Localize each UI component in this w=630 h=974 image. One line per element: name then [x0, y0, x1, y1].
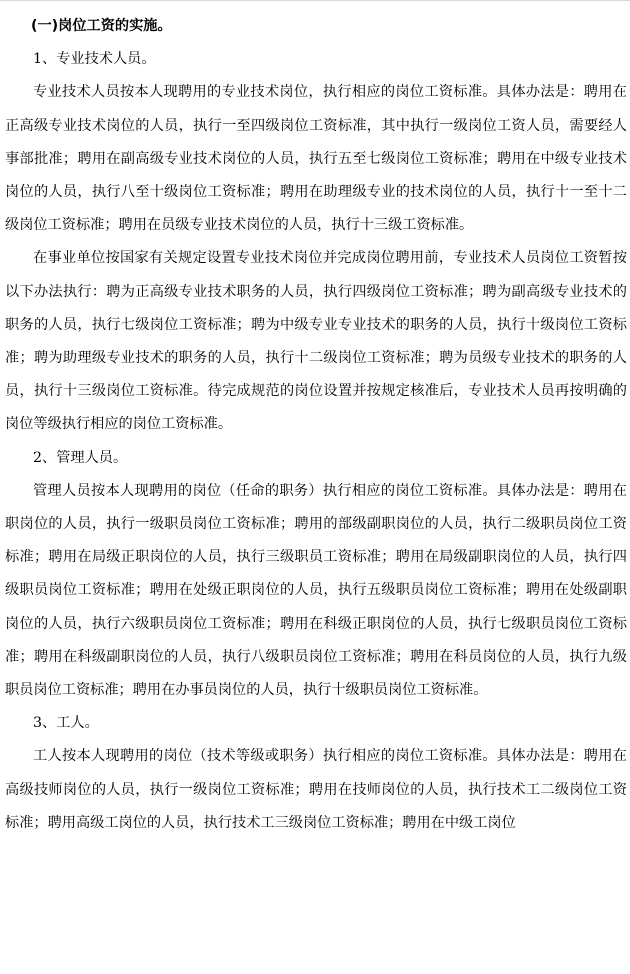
subsection-title-management: 2、管理人员。 [33, 449, 128, 466]
subsection-title-professional: 1、专业技术人员。 [33, 51, 156, 68]
paragraph-workers-1: 工人按本人现聘用的岗位（技术等级或职务）执行相应的岗位工资标准。具体办法是：聘用在高级技师岗位的人员，执行一级岗位工资标准；聘用在技师岗位的人员，执行技术工二级岗位工资标准；聘用高级工岗位的人员，执行技术工三级岗位工资标准；聘用在中级工岗位 [5, 748, 627, 831]
subsection-title-workers: 3、工人。 [33, 715, 99, 732]
paragraph-professional-1: 专业技术人员按本人现聘用的专业技术岗位，执行相应的岗位工资标准。具体办法是：聘用在正高级专业技术岗位的人员，执行一至四级岗位工资标准，其中执行一级岗位工资人员，需要经人事部批准；聘用在副高级专业技术岗位的人员，执行五至七级岗位工资标准；聘用在中级专业技术岗位的人员，执行八至十级岗位工资标准；聘用在助理级专业的技术岗位的人员，执行十一至十二级岗位工资标准；聘用在员级专业技术岗位的人员，执行十三级工资标准。 [5, 84, 627, 234]
top-rule [0, 0, 630, 1]
section-heading: (一)岗位工资的实施。 [31, 18, 172, 34]
paragraph-professional-2: 在事业单位按国家有关规定设置专业技术岗位并完成岗位聘用前，专业技术人员岗位工资暂按以下办法执行：聘为正高级专业技术职务的人员，执行四级岗位工资标准；聘为副高级专业技术的职务的人员，执行七级岗位工资标准；聘为中级专业专业技术的职务的人员，执行十级岗位工资标准；聘为助理级专业技术的职务的人员，执行十二级岗位工资标准；聘为员级专业技术的职务的人员，执行十三级岗位工资标准。待完成规范的岗位设置并按规定核准后，专业技术人员再按明确的岗位等级执行相应的岗位工资标准。 [5, 250, 627, 433]
document-page [5, 10, 627, 840]
paragraph-management-1: 管理人员按本人现聘用的岗位（任命的职务）执行相应的岗位工资标准。具体办法是：聘用在职岗位的人员，执行一级职员岗位工资标准；聘用的部级副职岗位的人员，执行二级职员岗位工资标准；聘用在局级正职岗位的人员，执行三级职员工资标准；聘用在局级副职岗位的人员，执行四级职员岗位工资标准；聘用在处级正职岗位的人员，执行五级职员岗位工资标准；聘用在处级副职岗位的人员，执行六级职员岗位工资标准；聘用在科级正职岗位的人员，执行七级职员岗位工资标准；聘用在科级副职岗位的人员，执行八级职员岗位工资标准；聘用在科员岗位的人员，执行九级职员岗位工资标准；聘用在办事员岗位的人员，执行十级职员岗位工资标准。 [5, 482, 627, 699]
